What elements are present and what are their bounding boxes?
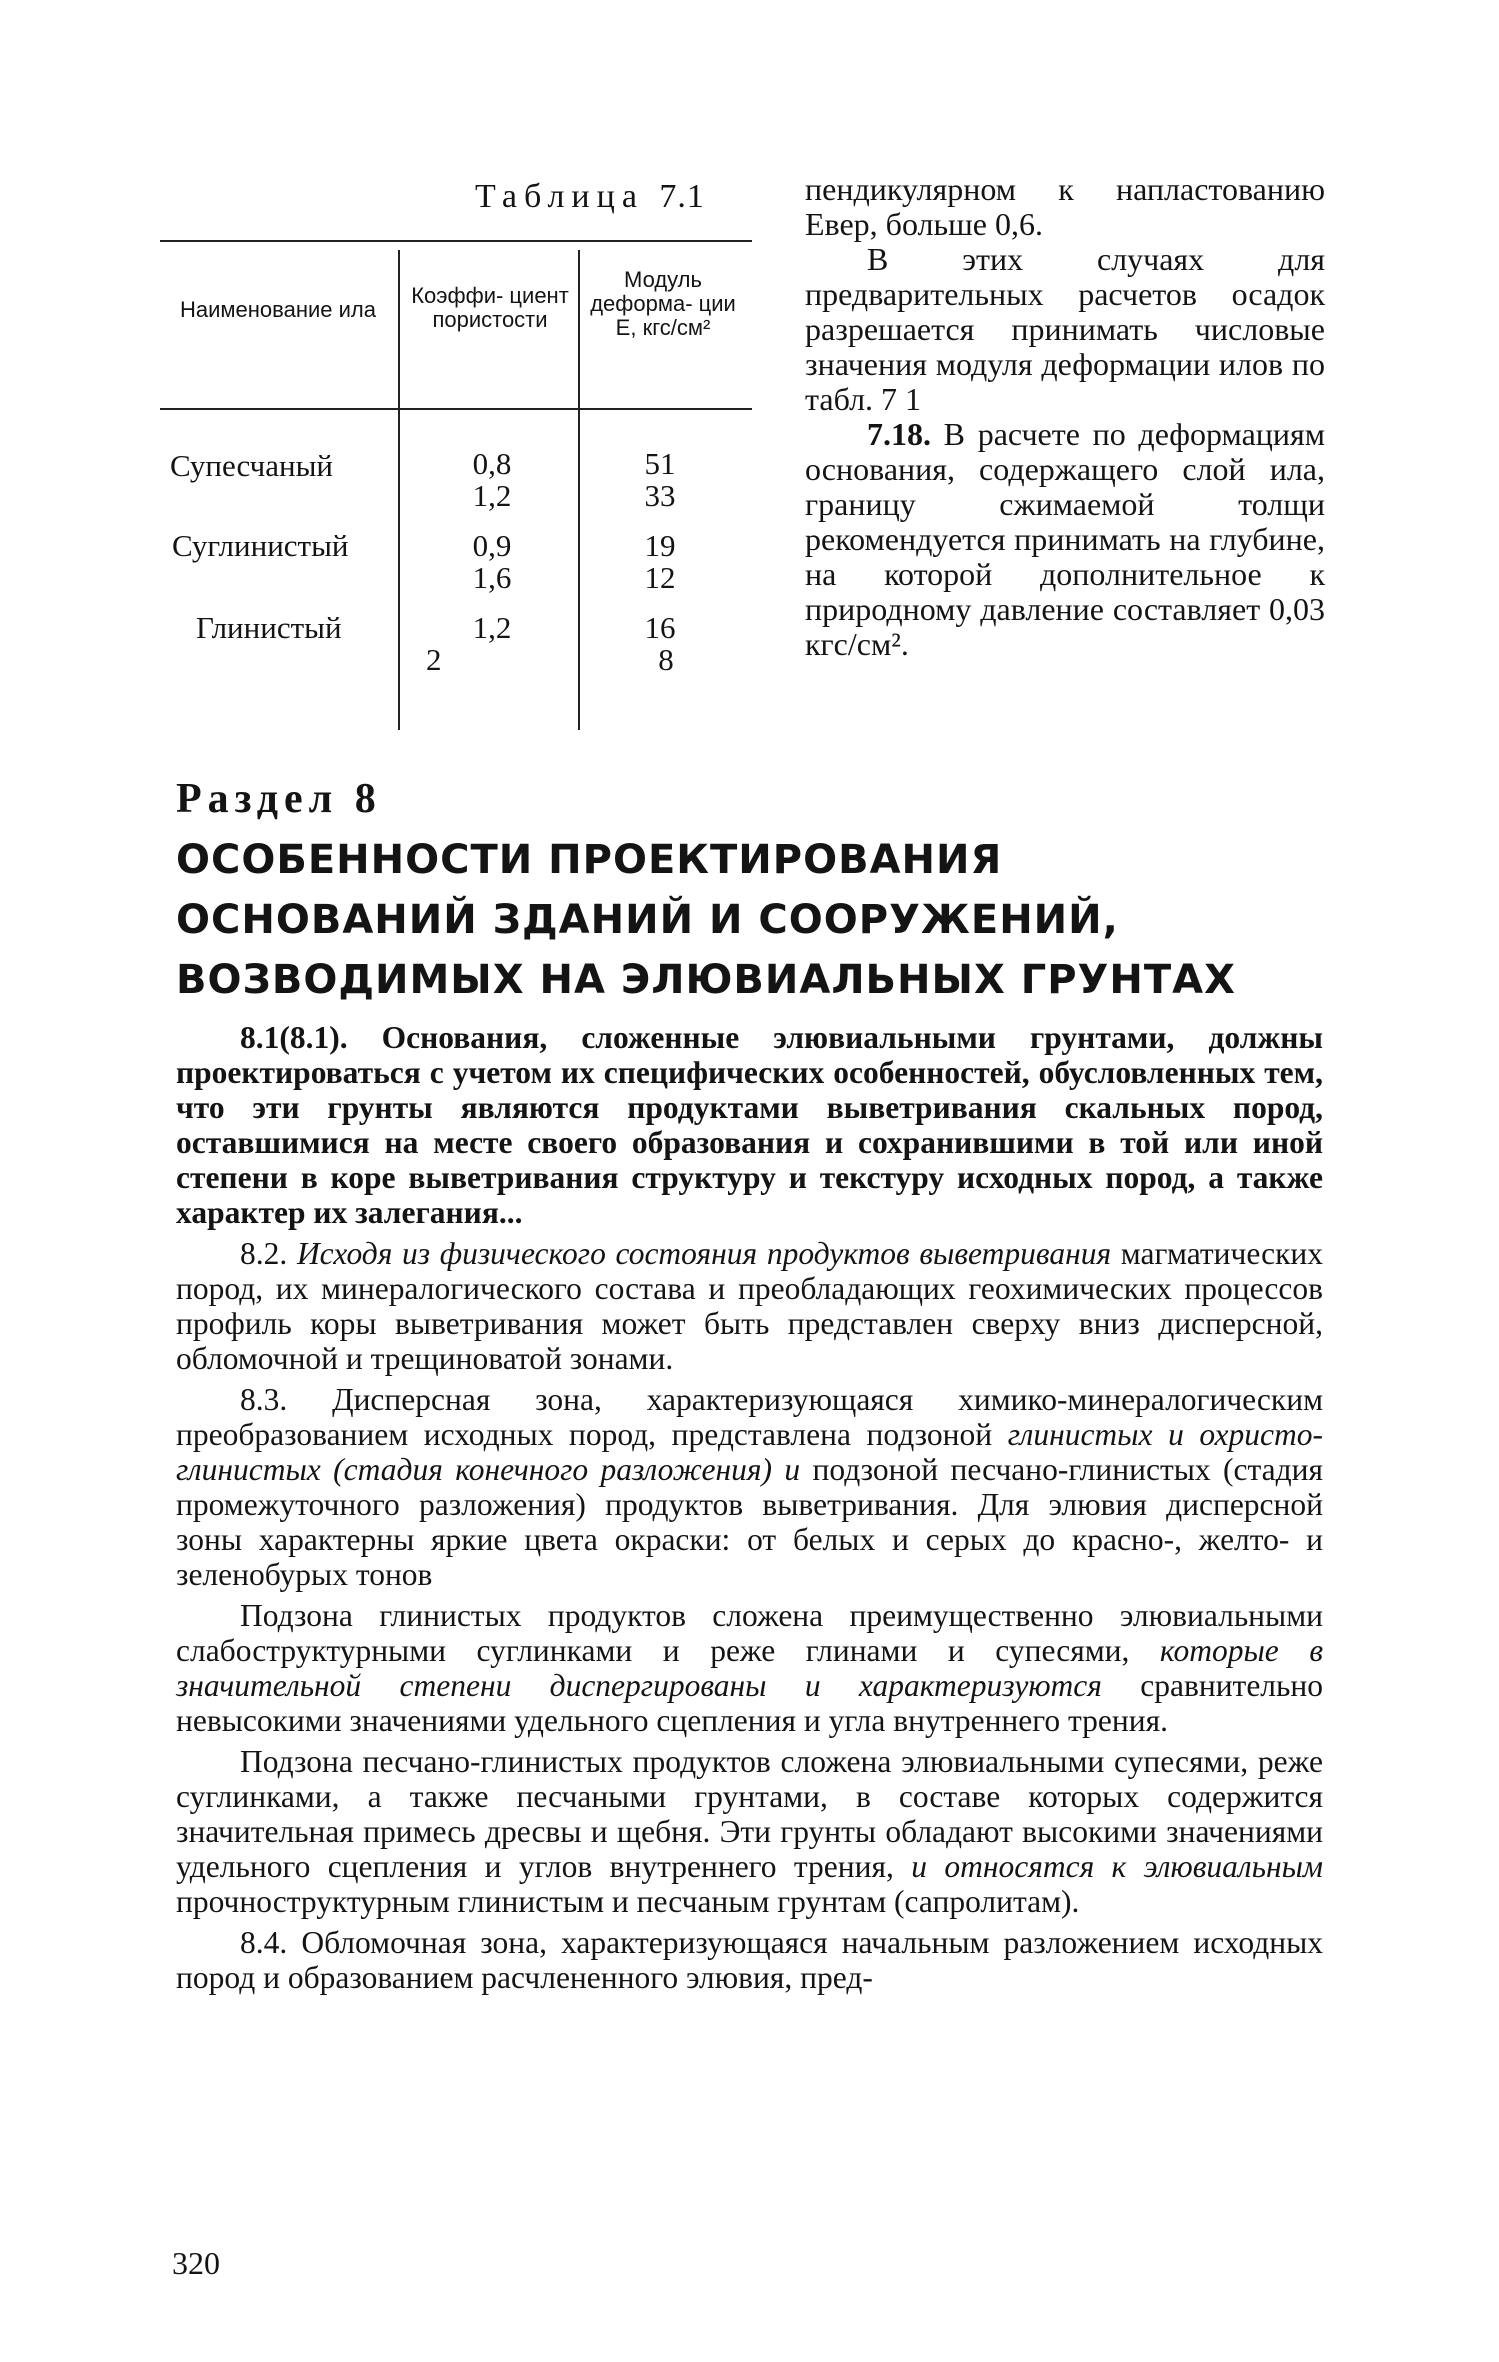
paragraph-text: магматических пород, их минералогического состава и преобладающих геохимических процессов профиль коры выветривания может быть представлен сверху вниз дисперсной, обломочной и трещиноватой зонами. xyxy=(176,1236,1323,1376)
table-col-divider-1 xyxy=(398,250,400,730)
table-cell-modulus: 51 xyxy=(644,446,676,481)
table-header-modulus: Модуль деформа- ции E, кгс/см² xyxy=(590,267,736,340)
paragraph-8-4: 8.4. Обломочная зона, характеризующаяся начальным разложением исходных пород и образованием расчлененного элювия, пред- xyxy=(176,1925,1323,1995)
section-title-line: ОСНОВАНИЙ ЗДАНИЙ И СООРУЖЕНИЙ, xyxy=(176,897,1119,943)
section-title xyxy=(176,830,1336,1010)
table-header-name: Наименование ила xyxy=(180,297,376,322)
table-cell-modulus: 19 xyxy=(644,528,676,563)
paragraph-italic: Исходя из физического состояния продуктов выветривания xyxy=(296,1236,1112,1271)
table-cell-coef: 2 xyxy=(426,642,442,677)
table-cell-modulus: 8 xyxy=(658,642,674,677)
paragraph-7-18 xyxy=(805,417,1325,662)
paragraph-8-1: 8.1(8.1). Основания, сложенные элювиальными грунтами, должны проектироваться с учетом их специфических особенностей, обусловленных тем, что эти грунты являются продуктами выветривания скальных пород, оставшимися на месте своего образования и сохранившими в той или иной степени в коре выветривания структуру и текстуру исходных пород, а также характер их залегания... xyxy=(176,1020,1323,1230)
table-row-name: Глинистый xyxy=(196,610,342,645)
table-row-name: Суглинистый xyxy=(172,528,349,563)
paragraph-text: 8.3. Дисперсная зона, характеризующаяся химико-минералогическим преобразованием исходных пород, представлена подзоной xyxy=(176,1382,1323,1452)
section-title-line: ВОЗВОДИМЫХ НА ЭЛЮВИАЛЬНЫХ ГРУНТАХ xyxy=(176,957,1236,1003)
right-column-text xyxy=(805,172,1325,662)
paragraph-text: Подзона глинистых продуктов сложена преимущественно элювиальными слабоструктурными суглинками и реже глинами и супесями, xyxy=(176,1598,1323,1668)
body-text xyxy=(176,1020,1323,2001)
page-number: 320 xyxy=(172,2245,220,2281)
section-label: Раздел 8 xyxy=(176,776,382,822)
section-title-line: ОСОБЕННОСТИ ПРОЕКТИРОВАНИЯ xyxy=(176,837,1003,883)
table-cell-modulus: 33 xyxy=(644,478,676,513)
paragraph-text: Подзона песчано-глинистых продуктов сложена элювиальными супесями, реже суглинками, а также песчаными грунтами, в составе которых содержится значительная примесь дресвы и щебня. Эти грунты обладают высокими значениями удельного сцепления и углов внутреннего трения, xyxy=(176,1744,1323,1884)
table-header-rule xyxy=(160,408,752,410)
table-7-1 xyxy=(160,240,752,730)
table-cell-modulus: 12 xyxy=(644,560,676,595)
table-cell-modulus: 16 xyxy=(644,610,676,645)
paragraph-italic: которые в значительной степени диспергированы и характеризуются xyxy=(176,1633,1323,1703)
table-col-divider-2 xyxy=(578,250,580,730)
paragraph-italic: глинистых и охристо-глинистых (стадия конечного разложения) и xyxy=(176,1417,1323,1487)
table-row-name: Супесчаный xyxy=(170,448,334,483)
paragraph-number: 8.2. xyxy=(240,1236,297,1271)
paragraph-clay-subzone xyxy=(176,1598,1323,1738)
paragraph-text: сравнительно невысокими значениями удельного сцепления и угла внутреннего трения. xyxy=(176,1668,1323,1738)
table-top-rule xyxy=(160,240,752,242)
paragraph-sand-clay-subzone xyxy=(176,1744,1323,1919)
paragraph: В этих случаях для предварительных расчетов осадок разрешается принимать числовые значения модуля деформации илов по табл. 7 1 xyxy=(805,241,1325,417)
table-header-coef: Коэффи- циент пористости xyxy=(411,283,569,332)
table-caption xyxy=(475,178,705,216)
table-cell-coef: 1,2 xyxy=(472,478,512,513)
paragraph-text: В расчете по деформациям основания, содержащего слой ила, границу сжимаемой толщи рекомендуется принимать на глубине, на которой дополнительное к природному давление составляет 0,03 кгс/см². xyxy=(805,416,1325,662)
paragraph-8-2 xyxy=(176,1236,1323,1376)
table-cell-coef: 0,8 xyxy=(472,446,512,481)
table-cell-coef: 0,9 xyxy=(472,528,512,563)
table-cell-coef: 1,2 xyxy=(472,610,512,645)
table-caption-word: Таблица xyxy=(475,178,644,215)
paragraph-number: 7.18. xyxy=(867,416,931,452)
paragraph-8-3 xyxy=(176,1382,1323,1592)
paragraph: пендикулярном к напластованию Eвер, больше 0,6. xyxy=(805,171,1325,242)
paragraph-text: прочноструктурным глинистым и песчаным грунтам (сапролитам). xyxy=(176,1884,1080,1919)
paragraph-italic: и относятся к элювиальным xyxy=(911,1849,1324,1884)
table-caption-number: 7.1 xyxy=(659,178,705,215)
paragraph-text: подзоной песчано-глинистых (стадия промежуточного разложения) продуктов выветривания. Для элювия дисперсной зоны характерны яркие цвета окраски: от белых и серых до красно-, желто- и зеленобурых тонов xyxy=(176,1452,1323,1592)
table-cell-coef: 1,6 xyxy=(472,560,512,595)
